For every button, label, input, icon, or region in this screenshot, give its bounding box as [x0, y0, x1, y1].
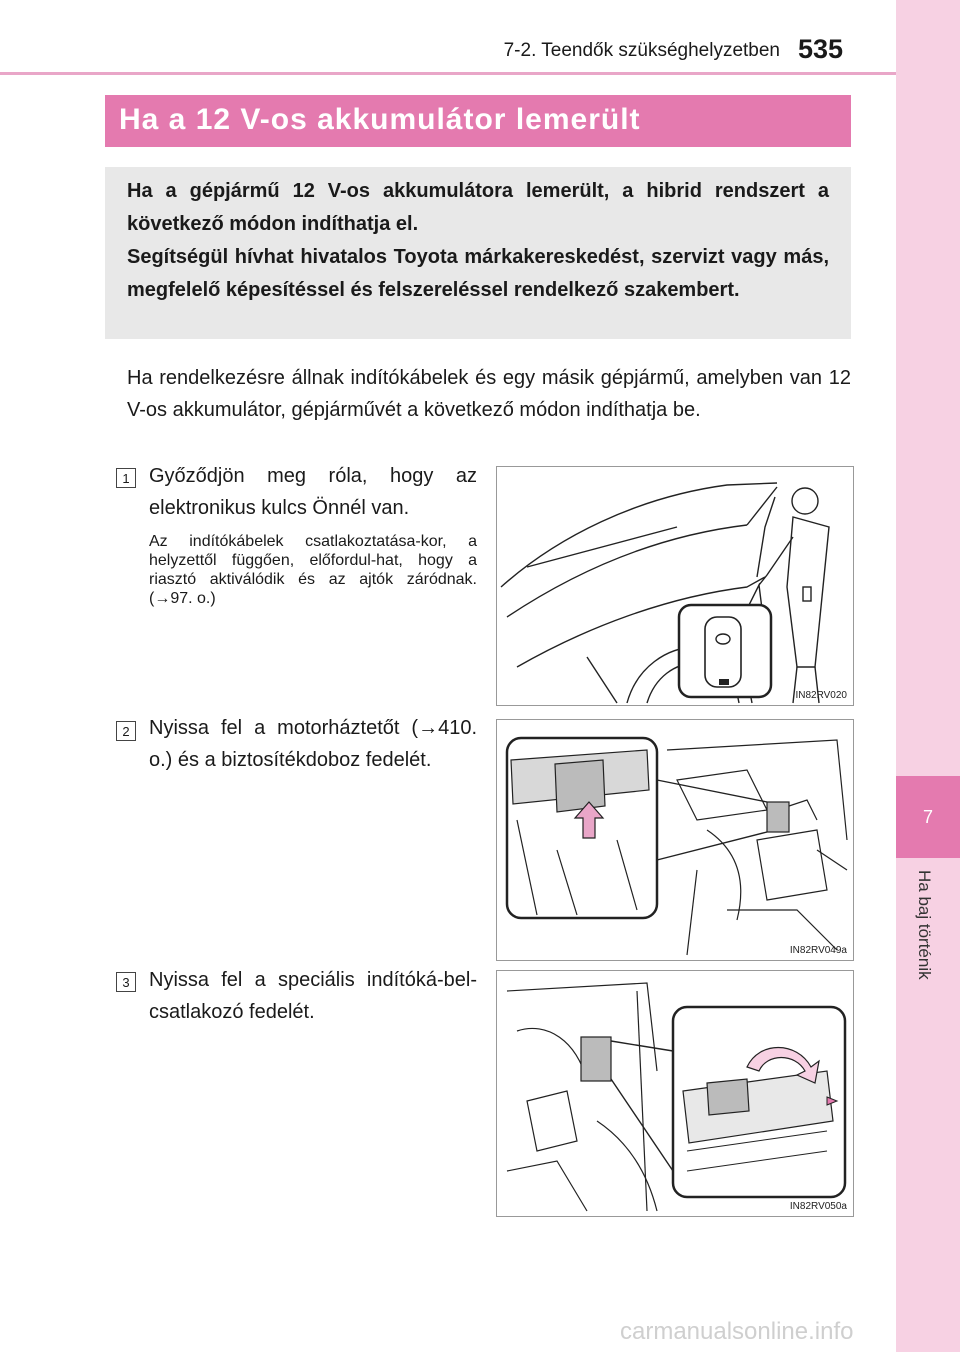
page-number: 535: [798, 34, 844, 64]
step-1-note: Az indítókábelek csatlakoztatása-kor, a helyzettől függően, előfordul-hat, hogy a riasztó aktiválódik és az ajtók záródnak. (→97. o.): [149, 533, 477, 607]
step-number-1: 1: [116, 468, 136, 488]
step-3-text: Nyissa fel a speciális indítóká-bel-csatlakozó fedelét.: [149, 969, 477, 1023]
chapter-side-tab: [896, 0, 960, 1352]
chapter-label: Ha baj történik: [915, 870, 934, 980]
section-title: Ha a 12 V-os akkumulátor lemerült: [119, 103, 641, 136]
running-header: 7-2. Teendők szükséghelyzetben: [503, 40, 780, 61]
image-code-1: IN82RV020: [795, 690, 847, 701]
chapter-number-tab[interactable]: 7: [896, 776, 960, 858]
step-1-text: Győződjön meg róla, hogy az elektronikus kulcs Önnél van.: [149, 465, 477, 519]
watermark: carmanualsonline.info: [620, 1318, 854, 1345]
intro-paragraph-2: Segítségül hívhat hivatalos Toyota márkakereskedést, szervizt vagy más, megfelelő képesítéssel és felszereléssel rendelkező szakembert.: [127, 246, 829, 301]
intro-box: [105, 167, 851, 339]
step-2-text: Nyissa fel a motorháztetőt (→410. o.) és a biztosítékdoboz fedelét.: [149, 717, 477, 771]
engine-fusebox-illustration: [497, 720, 853, 960]
header-rule: [0, 72, 896, 75]
intro-paragraph-1: Ha a gépjármű 12 V-os akkumulátora lemerült, a hibrid rendszert a következő módon indíthatja el.: [127, 180, 829, 235]
jumper-connector-cover-illustration: [497, 971, 853, 1216]
car-door-key-illustration: [497, 467, 853, 705]
image-code-2: IN82RV049a: [789, 945, 847, 956]
step-number-2: 2: [116, 721, 136, 741]
image-code-3: IN82RV050a: [789, 1201, 847, 1212]
step-2-illustration: [496, 719, 854, 961]
step-3-illustration: [496, 970, 854, 1217]
body-paragraph: Ha rendelkezésre állnak indítókábelek és egy másik gépjármű, amelyben van 12 V-os akkumulátor, gépjárművét a következő módon indíthatja be.: [127, 367, 851, 421]
step-number-3: 3: [116, 972, 136, 992]
section-title-bar: [105, 95, 851, 147]
step-1-illustration: [496, 466, 854, 706]
